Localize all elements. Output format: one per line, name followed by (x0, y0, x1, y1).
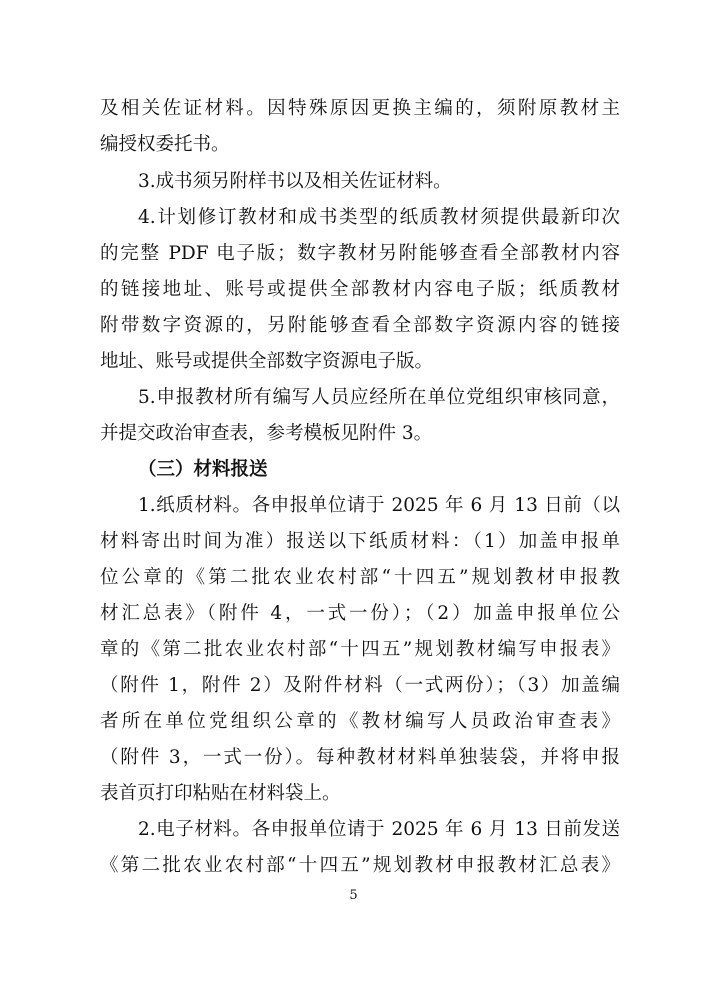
body-line: （附件 3，一式一份）。每种教材材料单独装袋，并将申报 (100, 747, 620, 768)
body-line: 《第二批农业农村部“十四五”规划教材申报教材汇总表》 (100, 855, 620, 876)
body-line: 材汇总表》（附件 4，一式一份）；（2）加盖申报单位公 (100, 603, 620, 624)
body-line: 位公章的《第二批农业农村部“十四五”规划教材申报教 (100, 567, 620, 588)
body-line: 附带数字资源的，另附能够查看全部数字资源内容的链接 (100, 315, 620, 336)
body-line: 5.申报教材所有编写人员应经所在单位党组织审核同意， (138, 387, 620, 408)
body-line: 3.成书须另附样书以及相关佐证材料。 (138, 171, 452, 192)
section-heading: （三）材料报送 (138, 459, 268, 480)
body-line: 材料寄出时间为准）报送以下纸质材料：（1）加盖申报单 (100, 531, 620, 552)
body-line: 者所在单位党组织公章的《教材编写人员政治审查表》 (100, 711, 620, 732)
page-number: 5 (349, 888, 358, 903)
body-line: 并提交政治审查表，参考模板见附件 3。 (100, 423, 433, 444)
body-line: 及相关佐证材料。因特殊原因更换主编的，须附原教材主 (100, 98, 620, 119)
body-line: 编授权委托书。 (100, 134, 230, 155)
body-line: 4.计划修订教材和成书类型的纸质教材须提供最新印次 (138, 207, 620, 228)
body-line: （附件 1，附件 2）及附件材料（一式两份）；（3）加盖编 (100, 675, 620, 696)
body-line: 表首页打印粘贴在材料袋上。 (100, 783, 341, 804)
body-line: 1.纸质材料。各申报单位请于 2025 年 6 月 13 日前（以 (138, 495, 620, 516)
body-line: 的链接地址、账号或提供全部教材内容电子版；纸质教材 (100, 279, 620, 300)
body-line: 的完整 PDF 电子版；数字教材另附能够查看全部教材内容 (100, 243, 620, 264)
body-line: 地址、账号或提供全部数字资源电子版。 (100, 351, 434, 372)
body-line: 2.电子材料。各申报单位请于 2025 年 6 月 13 日前发送 (138, 819, 620, 840)
body-line: 章的《第二批农业农村部“十四五”规划教材编写申报表》 (100, 639, 620, 660)
